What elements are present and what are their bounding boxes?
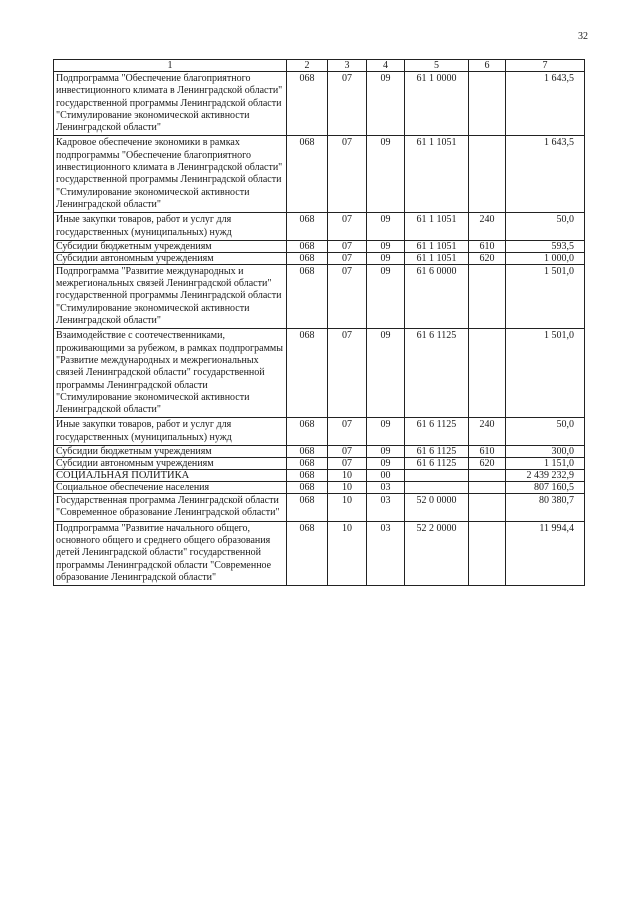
amount: 50,0: [506, 213, 585, 241]
column-header: 6: [469, 60, 506, 72]
table-row: [54, 446, 585, 458]
table-row: [54, 494, 585, 522]
section-code: 07: [328, 252, 367, 264]
expense-kind-code: [469, 264, 506, 328]
table-row: [54, 418, 585, 446]
target-code: 61 1 1051: [405, 136, 469, 213]
expense-kind-code: [469, 521, 506, 585]
ministry-code: 068: [287, 482, 328, 494]
target-code: [405, 482, 469, 494]
ministry-code: 068: [287, 458, 328, 470]
expense-kind-code: 620: [469, 458, 506, 470]
section-code: 07: [328, 458, 367, 470]
row-name: Подпрограмма "Развитие начального общего, основного общего и среднего общего образования детей Ленинградской области" государственной программы Ленинградской области "Современное образование Ленинградской области": [54, 521, 287, 585]
target-code: 61 1 1051: [405, 240, 469, 252]
amount: 11 994,4: [506, 521, 585, 585]
row-name: СОЦИАЛЬНАЯ ПОЛИТИКА: [54, 470, 287, 482]
subsection-code: 03: [367, 521, 405, 585]
row-name: Подпрограмма "Развитие международных и межрегиональных связей Ленинградской области" государственной программы Ленинградской области "Стимулирование экономической активности Ленинградской области": [54, 264, 287, 328]
row-name: Субсидии бюджетным учреждениям: [54, 240, 287, 252]
table-row: [54, 458, 585, 470]
row-name: Взаимодействие с соотечественниками, проживающими за рубежом, в рамках подпрограммы "Развитие международных и межрегиональных связей Ленинградской области" государственной программы Ленинградской области "Стимулирование экономической активности Ленинградской области": [54, 329, 287, 418]
ministry-code: 068: [287, 240, 328, 252]
subsection-code: 09: [367, 252, 405, 264]
table-row: [54, 329, 585, 418]
row-name: Государственная программа Ленинградской области "Современное образование Ленинградской области": [54, 494, 287, 522]
expense-kind-code: [469, 494, 506, 522]
ministry-code: 068: [287, 213, 328, 241]
section-code: 10: [328, 521, 367, 585]
table-row: [54, 521, 585, 585]
ministry-code: 068: [287, 446, 328, 458]
target-code: 61 6 1125: [405, 446, 469, 458]
subsection-code: 00: [367, 470, 405, 482]
section-code: 07: [328, 264, 367, 328]
table-row: [54, 470, 585, 482]
ministry-code: 068: [287, 521, 328, 585]
page-number: 32: [578, 31, 588, 42]
expense-kind-code: 610: [469, 240, 506, 252]
expense-kind-code: 240: [469, 418, 506, 446]
ministry-code: 068: [287, 494, 328, 522]
table-row: [54, 72, 585, 136]
target-code: 52 0 0000: [405, 494, 469, 522]
ministry-code: 068: [287, 418, 328, 446]
table-row: [54, 252, 585, 264]
row-name: Социальное обеспечение населения: [54, 482, 287, 494]
amount: 593,5: [506, 240, 585, 252]
section-code: 10: [328, 482, 367, 494]
section-code: 07: [328, 136, 367, 213]
subsection-code: 09: [367, 329, 405, 418]
subsection-code: 09: [367, 136, 405, 213]
section-code: 10: [328, 470, 367, 482]
ministry-code: 068: [287, 329, 328, 418]
amount: 2 439 232,9: [506, 470, 585, 482]
section-code: 07: [328, 240, 367, 252]
amount: 1 151,0: [506, 458, 585, 470]
expense-kind-code: [469, 329, 506, 418]
header-row: [54, 60, 585, 72]
column-header: 7: [506, 60, 585, 72]
row-name: Кадровое обеспечение экономики в рамках подпрограммы "Обеспечение благоприятного инвестиционного климата в Ленинградской области" государственной программы Ленинградской области "Стимулирование экономической активности Ленинградской области": [54, 136, 287, 213]
subsection-code: 03: [367, 494, 405, 522]
section-code: 07: [328, 213, 367, 241]
subsection-code: 09: [367, 72, 405, 136]
column-header: 5: [405, 60, 469, 72]
amount: 300,0: [506, 446, 585, 458]
expense-kind-code: 610: [469, 446, 506, 458]
subsection-code: 09: [367, 418, 405, 446]
target-code: [405, 470, 469, 482]
target-code: 61 1 1051: [405, 213, 469, 241]
table-row: [54, 136, 585, 213]
subsection-code: 09: [367, 240, 405, 252]
expense-kind-code: 620: [469, 252, 506, 264]
budget-table: [53, 59, 585, 586]
expense-kind-code: [469, 136, 506, 213]
amount: 1 501,0: [506, 264, 585, 328]
subsection-code: 09: [367, 446, 405, 458]
expense-kind-code: [469, 470, 506, 482]
column-header: 3: [328, 60, 367, 72]
target-code: 61 6 0000: [405, 264, 469, 328]
row-name: Иные закупки товаров, работ и услуг для государственных (муниципальных) нужд: [54, 213, 287, 241]
subsection-code: 03: [367, 482, 405, 494]
section-code: 07: [328, 446, 367, 458]
ministry-code: 068: [287, 252, 328, 264]
table-row: [54, 264, 585, 328]
amount: 1 501,0: [506, 329, 585, 418]
section-code: 07: [328, 329, 367, 418]
target-code: 61 1 0000: [405, 72, 469, 136]
row-name: Иные закупки товаров, работ и услуг для государственных (муниципальных) нужд: [54, 418, 287, 446]
target-code: 61 6 1125: [405, 458, 469, 470]
table-row: [54, 213, 585, 241]
column-header: 2: [287, 60, 328, 72]
amount: 1 000,0: [506, 252, 585, 264]
row-name: Субсидии автономным учреждениям: [54, 458, 287, 470]
amount: 50,0: [506, 418, 585, 446]
amount: 807 160,5: [506, 482, 585, 494]
section-code: 10: [328, 494, 367, 522]
row-name: Субсидии автономным учреждениям: [54, 252, 287, 264]
amount: 1 643,5: [506, 72, 585, 136]
section-code: 07: [328, 418, 367, 446]
target-code: 61 6 1125: [405, 329, 469, 418]
expense-kind-code: [469, 482, 506, 494]
subsection-code: 09: [367, 458, 405, 470]
ministry-code: 068: [287, 470, 328, 482]
subsection-code: 09: [367, 213, 405, 241]
amount: 80 380,7: [506, 494, 585, 522]
table-row: [54, 240, 585, 252]
row-name: Подпрограмма "Обеспечение благоприятного инвестиционного климата в Ленинградской области" государственной программы Ленинградской области "Стимулирование экономической активности Ленинградской области": [54, 72, 287, 136]
ministry-code: 068: [287, 72, 328, 136]
expense-kind-code: 240: [469, 213, 506, 241]
column-header: 1: [54, 60, 287, 72]
expense-kind-code: [469, 72, 506, 136]
target-code: 61 1 1051: [405, 252, 469, 264]
subsection-code: 09: [367, 264, 405, 328]
table-row: [54, 482, 585, 494]
ministry-code: 068: [287, 136, 328, 213]
amount: 1 643,5: [506, 136, 585, 213]
row-name: Субсидии бюджетным учреждениям: [54, 446, 287, 458]
column-header: 4: [367, 60, 405, 72]
ministry-code: 068: [287, 264, 328, 328]
target-code: 52 2 0000: [405, 521, 469, 585]
section-code: 07: [328, 72, 367, 136]
target-code: 61 6 1125: [405, 418, 469, 446]
